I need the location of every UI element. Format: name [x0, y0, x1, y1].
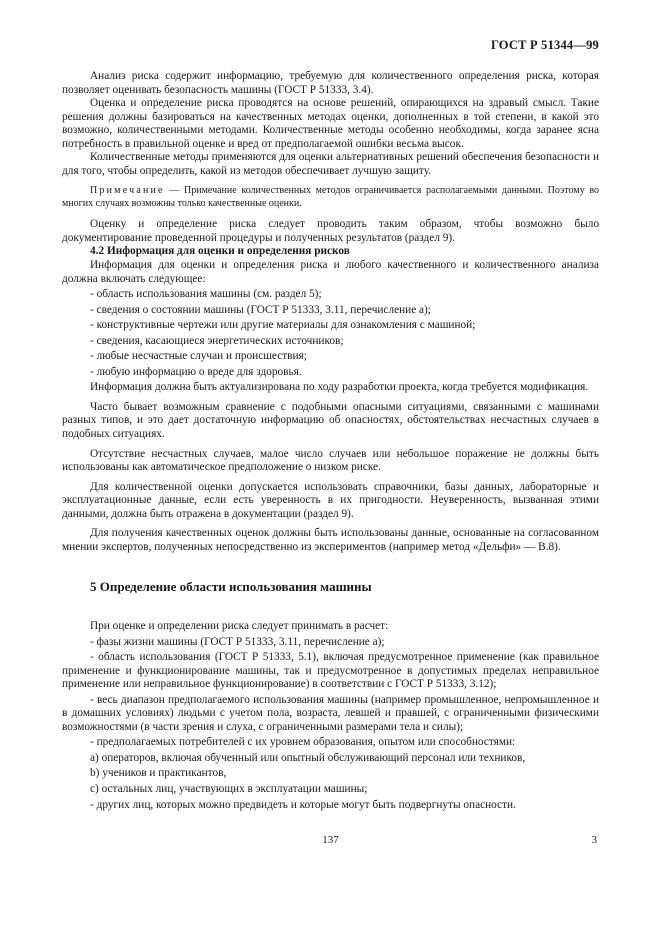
note-label: Примечание: [90, 185, 165, 197]
paragraph: При оценке и определении риска следует принимать в расчет:: [90, 619, 389, 632]
paragraph: Для получения качественных оценок должны быть использованы данные, основанные на согласованном мнении экспертов, полученных непосредственно из экспериментов (например метод «Дельфи» — В.8).: [62, 527, 599, 553]
paragraph: Часто бывает возможным сравнение с подобными опасными ситуациями, связанными с машинами разных типов, и это дает достаточную информацию об опасностях, обстоятельствах несчастных случаев в подобных ситуациях.: [62, 400, 599, 441]
paragraph: Количественные методы применяются для оценки альтернативных решений обеспечения безопасности и для того, чтобы определить, какой из методов обеспечивает лучшую защиту.: [62, 151, 599, 177]
list-item: - любую информацию о вреде для здоровья.: [90, 365, 302, 378]
list-item: - предполагаемых потребителей с их уровнем образования, опытом или способностями:: [90, 736, 516, 749]
list-item: а) операторов, включая обученный или опытный обслуживающий персонал или техников,: [90, 751, 526, 764]
paragraph: Информация должна быть актуализирована по ходу разработки проекта, когда требуется модификация.: [90, 381, 589, 394]
list-item: - конструктивные чертежи или другие материалы для ознакомления с машиной;: [90, 319, 476, 332]
paragraph: Отсутствие несчастных случаев, малое число случаев или небольшое поражение не должны быть использованы как автоматическое предположение о низком риске.: [62, 447, 599, 474]
list-item: b) учеников и практикантов,: [90, 767, 227, 780]
page-number-right: 3: [591, 834, 597, 846]
note-text: — Примечание количественных методов ограничивается располагаемыми данными. Поэтому во многих случаях возможны только качественные оценки.: [62, 185, 599, 209]
note: [62, 185, 599, 210]
list-item: - фазы жизни машины (ГОСТ Р 51333, 3.11, перечисление а);: [90, 635, 385, 648]
list-item: - весь диапазон предполагаемого использования машины (например промышленное, непромышленное и в домашних условиях) людьми с учетом пола, возраста, левшей и правшей, с ограниченными физическими возможностями (в части зрения и слуха, с ограниченными размерами тела и силы);: [62, 693, 599, 733]
paragraph: Анализ риска содержит информацию, требуемую для количественного определения риска, которая позволяет оценивать безопасность машины (ГОСТ Р 51333, 3.4).: [62, 70, 599, 96]
paragraph: Оценка и определение риска проводятся на основе решений, опирающихся на здравый смысл. Такие решения должны базироваться на качественных методах оценки, дополненных в той степени, в какой это возможно, количественными методами. Количественные методы особенно необходимы, когда заранее ясна потребность в правильной оценке и вред от предполагаемой ошибки весьма высок.: [62, 97, 599, 150]
paragraph: Информация для оценки и определения риска и любого качественного и количественного анализа должна включать следующее:: [62, 259, 599, 285]
list-item: с) остальных лиц, участвующих в эксплуатации машины;: [90, 782, 368, 795]
section-heading: 5 Определение области использования машины: [90, 579, 372, 595]
list-item: - область использования (ГОСТ Р 51333, 5.1), включая предусмотренное применение (как правильное применение и функционирование машины, так и предусмотренное в допустимых пределах неправильное применение или неправильное функционирование) в соответствии с ГОСТ Р 51333, 3.12);: [62, 651, 599, 691]
paragraph: Для количественной оценки допускается использовать справочники, базы данных, лабораторные и эксплуатационные данные, если есть уверенность в их пригодности. Неуверенность, вызванная этими данными, должна быть отражена в документации (раздел 9).: [62, 480, 599, 520]
subsection-heading: 4.2 Информация для оценки и определения рисков: [90, 245, 350, 258]
document-header: ГОСТ Р 51344—99: [490, 38, 599, 52]
page-number-center: 137: [322, 834, 339, 846]
page-body: [62, 70, 599, 814]
list-item: - сведения, касающиеся энергетических источников;: [90, 334, 344, 347]
list-item: - сведения о состоянии машины (ГОСТ Р 51333, 3.11, перечисление а);: [90, 303, 431, 316]
list-item: - область использования машины (см. раздел 5);: [90, 288, 322, 301]
list-item: - других лиц, которых можно предвидеть и которые могут быть подвергнуты опасности.: [90, 798, 516, 811]
list-item: - любые несчастные случаи и происшествия;: [90, 350, 307, 363]
paragraph: Оценку и определение риска следует проводить таким образом, чтобы возможно было документирование проведенной процедуры и полученных результатов (раздел 9).: [62, 218, 599, 244]
